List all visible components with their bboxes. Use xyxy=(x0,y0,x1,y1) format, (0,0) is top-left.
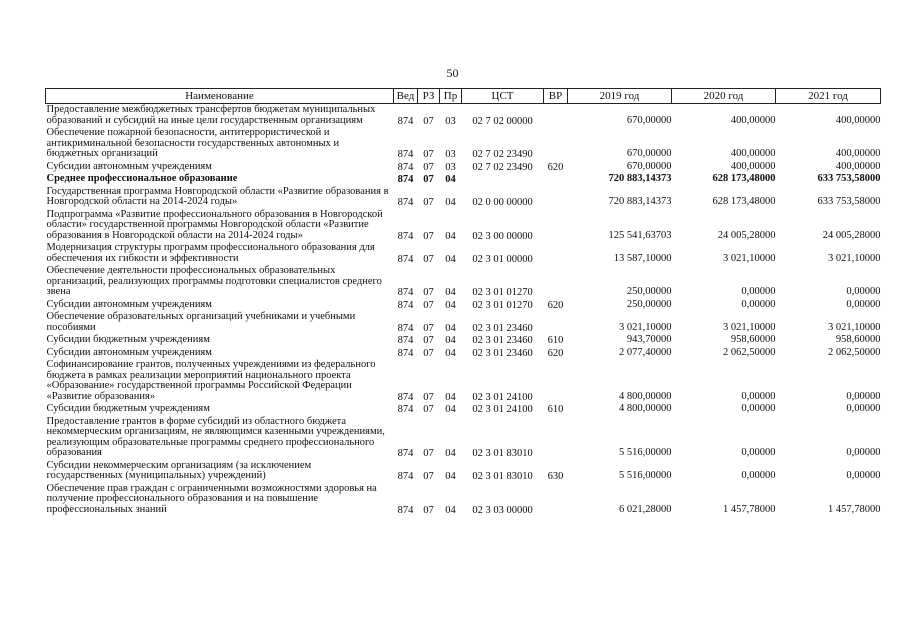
header-pr: Пр xyxy=(440,89,462,104)
row-cst-cell: 02 3 01 24100 xyxy=(472,404,533,415)
row-pr-cell: 04 xyxy=(445,287,456,298)
row-pr-cell: 03 xyxy=(445,161,456,173)
row-pr-cell: 04 xyxy=(445,299,456,311)
row-cst-cell: 02 3 01 83010 xyxy=(472,448,533,459)
row-2020-cell: 2 062,50000 xyxy=(723,346,776,358)
row-2021-cell: 3 021,10000 xyxy=(828,252,881,264)
row-vr-cell: 610 xyxy=(547,335,564,346)
row-2020-cell: 0,00000 xyxy=(741,286,776,297)
row-ved-cell: 874 xyxy=(397,335,414,346)
row-rz-cell: 07 xyxy=(423,149,434,160)
row-vr-cell xyxy=(544,242,568,265)
row-name-cell: Среднее профессиональное образование xyxy=(46,173,238,184)
row-2021-cell: 2 062,50000 xyxy=(828,346,881,358)
row-pr-cell: 04 xyxy=(445,504,456,516)
row-2020-cell: 0,00000 xyxy=(741,447,776,458)
row-vr-cell xyxy=(544,359,568,403)
row-vr-cell: 620 xyxy=(547,161,564,173)
row-2021-cell: 0,00000 xyxy=(846,470,881,481)
table-row xyxy=(46,299,881,312)
table-row xyxy=(46,127,881,161)
row-cst-cell: 02 3 03 00000 xyxy=(472,504,533,516)
row-name-cell: Обеспечение прав граждан с ограниченными возможностями здоровья на получение профессионального образования и на повышение профессиональных знаний xyxy=(46,482,377,515)
row-rz-cell: 07 xyxy=(423,504,434,516)
row-name-cell: Подпрограмма «Развитие профессионального образования в Новгородской области» государственной программы Новгородской области «Развитие образования в Новгородской области на 2014-2024 годы» xyxy=(46,208,383,241)
row-2019-cell: 5 516,00000 xyxy=(619,447,672,458)
row-vr-cell: 610 xyxy=(547,404,564,415)
row-name-cell: Субсидии некоммерческим организациям (за исключением государственных (муниципальных) учреждений) xyxy=(46,459,312,481)
row-vr-cell xyxy=(544,209,568,243)
row-vr-cell xyxy=(544,104,568,128)
row-cst-cell: 02 7 02 23490 xyxy=(472,161,533,173)
table-row xyxy=(46,311,881,334)
row-cst-cell xyxy=(462,173,544,186)
row-pr-cell: 04 xyxy=(445,230,456,242)
table-row xyxy=(46,265,881,299)
row-pr-cell: 04 xyxy=(445,404,456,415)
row-rz-cell: 07 xyxy=(423,471,434,482)
row-pr-cell: 04 xyxy=(445,174,456,185)
row-ved-cell: 874 xyxy=(397,299,414,311)
row-2020-cell: 24 005,28000 xyxy=(717,229,776,241)
row-pr-cell: 04 xyxy=(445,448,456,459)
table-row xyxy=(46,186,881,209)
table-header-row xyxy=(46,89,881,104)
row-rz-cell: 07 xyxy=(423,253,434,265)
row-ved-cell: 874 xyxy=(397,448,414,459)
row-ved-cell: 874 xyxy=(397,322,414,334)
table-row xyxy=(46,242,881,265)
table-row xyxy=(46,347,881,360)
row-2021-cell: 1 457,78000 xyxy=(828,503,881,515)
row-2019-cell: 670,00000 xyxy=(626,148,672,159)
row-ved-cell: 874 xyxy=(397,504,414,516)
row-2021-cell: 633 753,58000 xyxy=(817,196,881,207)
header-2021: 2021 год xyxy=(776,89,881,104)
budget-table xyxy=(45,88,881,516)
header-name: Наименование xyxy=(46,89,394,104)
row-name-cell: Субсидии автономным учреждениям xyxy=(46,298,212,310)
row-2021-cell: 0,00000 xyxy=(846,403,881,414)
row-rz-cell: 07 xyxy=(423,230,434,242)
table-row xyxy=(46,460,881,483)
table-row xyxy=(46,161,881,174)
row-2020-cell: 400,00000 xyxy=(730,160,776,172)
row-cst-cell: 02 3 01 83010 xyxy=(472,471,533,482)
header-cst: ЦСТ xyxy=(462,89,544,104)
row-name-cell: Предоставление грантов в форме субсидий из областного бюджета некоммерческим организациям, не являющимся казенными учреждениями, реализующим образовательные программы среднего профессионального образования xyxy=(46,415,385,458)
row-2019-cell: 250,00000 xyxy=(626,298,672,310)
row-ved-cell: 874 xyxy=(397,230,414,242)
row-cst-cell: 02 7 02 00000 xyxy=(472,115,533,127)
row-pr-cell: 03 xyxy=(445,115,456,127)
table-row xyxy=(46,173,881,186)
row-cst-cell: 02 7 02 23490 xyxy=(472,149,533,160)
row-name-cell: Субсидии бюджетным учреждениям xyxy=(46,403,210,414)
table-row xyxy=(46,483,881,517)
row-2019-cell: 250,00000 xyxy=(626,286,672,297)
row-cst-cell: 02 3 01 24100 xyxy=(472,391,533,403)
row-name-cell: Софинансирование грантов, полученных учреждениями из федерального бюджета в рамках реализации мероприятий национального проекта «Образование» государственной программы Российской Федерации «Развитие образования» xyxy=(46,359,376,402)
row-2021-cell: 3 021,10000 xyxy=(828,321,881,333)
row-vr-cell xyxy=(544,311,568,334)
table-row xyxy=(46,403,881,416)
row-2020-cell: 3 021,10000 xyxy=(723,252,776,264)
row-name-cell: Обеспечение образовательных организаций учебниками и учебными пособиями xyxy=(46,311,356,333)
row-name-cell: Субсидии бюджетным учреждениям xyxy=(46,334,210,345)
row-2021-cell: 400,00000 xyxy=(835,114,881,126)
row-cst-cell: 02 3 01 23460 xyxy=(472,322,533,334)
row-2019-cell: 2 077,40000 xyxy=(619,346,672,358)
row-2019-cell: 670,00000 xyxy=(626,160,672,172)
row-2021-cell: 24 005,28000 xyxy=(822,229,881,241)
header-2020: 2020 год xyxy=(672,89,776,104)
page-number: 50 xyxy=(446,66,459,80)
row-2020-cell: 0,00000 xyxy=(741,390,776,402)
row-name-cell: Предоставление межбюджетных трансфертов бюджетам муниципальных образований и субсидий на иные цели государственным организациям xyxy=(46,104,376,126)
header-rz: РЗ xyxy=(418,89,440,104)
row-vr-cell xyxy=(544,265,568,299)
row-rz-cell: 07 xyxy=(423,322,434,334)
row-2021-cell: 0,00000 xyxy=(846,298,881,310)
row-pr-cell: 04 xyxy=(445,253,456,265)
row-cst-cell: 02 3 01 23460 xyxy=(472,347,533,359)
row-2019-cell: 125 541,63703 xyxy=(608,229,672,241)
row-cst-cell: 02 3 01 23460 xyxy=(472,335,533,346)
row-cst-cell: 02 0 00 00000 xyxy=(472,197,533,208)
row-ved-cell: 874 xyxy=(397,391,414,403)
row-ved-cell: 874 xyxy=(397,115,414,127)
row-vr-cell xyxy=(544,173,568,186)
row-pr-cell: 04 xyxy=(445,471,456,482)
row-2019-cell: 720 883,14373 xyxy=(608,196,672,207)
row-2020-cell: 628 173,48000 xyxy=(712,173,776,184)
row-rz-cell: 07 xyxy=(423,448,434,459)
row-ved-cell: 874 xyxy=(397,149,414,160)
row-2020-cell: 628 173,48000 xyxy=(712,196,776,207)
row-vr-cell: 620 xyxy=(547,299,564,311)
row-2020-cell: 0,00000 xyxy=(741,470,776,481)
row-rz-cell: 07 xyxy=(423,287,434,298)
row-2020-cell: 3 021,10000 xyxy=(723,321,776,333)
row-name-cell: Государственная программа Новгородской области «Развитие образования в Новгородской области на 2014-2024 годы» xyxy=(46,185,389,207)
row-rz-cell: 07 xyxy=(423,347,434,359)
row-vr-cell: 620 xyxy=(547,347,564,359)
row-pr-cell: 04 xyxy=(445,322,456,334)
header-2019: 2019 год xyxy=(568,89,672,104)
row-vr-cell: 630 xyxy=(547,471,564,482)
row-rz-cell: 07 xyxy=(423,174,434,185)
row-ved-cell: 874 xyxy=(397,197,414,208)
row-2019-cell: 670,00000 xyxy=(626,114,672,126)
row-2019-cell: 5 516,00000 xyxy=(619,470,672,481)
row-rz-cell: 07 xyxy=(423,161,434,173)
row-vr-cell xyxy=(544,127,568,161)
row-name-cell: Субсидии автономным учреждениям xyxy=(46,346,212,358)
row-ved-cell: 874 xyxy=(397,161,414,173)
row-2020-cell: 400,00000 xyxy=(730,148,776,159)
row-2020-cell: 400,00000 xyxy=(730,114,776,126)
table-body xyxy=(46,104,881,517)
row-name-cell: Модернизация структуры программ профессионального образования для обеспечения их гибкости и эффективности xyxy=(46,242,375,264)
row-2020-cell: 958,60000 xyxy=(730,334,776,345)
row-name-cell: Субсидии автономным учреждениям xyxy=(46,160,212,172)
row-vr-cell xyxy=(544,483,568,517)
row-rz-cell: 07 xyxy=(423,115,434,127)
row-vr-cell xyxy=(544,186,568,209)
row-rz-cell: 07 xyxy=(423,335,434,346)
header-ved: Вед xyxy=(394,89,418,104)
row-cst-cell: 02 3 01 00000 xyxy=(472,253,533,265)
table-row xyxy=(46,359,881,403)
table-row xyxy=(46,334,881,347)
row-pr-cell: 03 xyxy=(445,149,456,160)
row-rz-cell: 07 xyxy=(423,299,434,311)
row-2021-cell: 0,00000 xyxy=(846,447,881,458)
row-cst-cell: 02 3 01 01270 xyxy=(472,287,533,298)
row-pr-cell: 04 xyxy=(445,335,456,346)
row-pr-cell: 04 xyxy=(445,197,456,208)
row-2020-cell: 1 457,78000 xyxy=(723,503,776,515)
row-rz-cell: 07 xyxy=(423,197,434,208)
row-2019-cell: 6 021,28000 xyxy=(619,503,672,515)
row-name-cell: Обеспечение деятельности профессиональных образовательных организаций, реализующих программы подготовки специалистов среднего звена xyxy=(46,265,382,297)
row-2021-cell: 633 753,58000 xyxy=(817,173,881,184)
table-row xyxy=(46,209,881,243)
row-vr-cell xyxy=(544,416,568,460)
row-2021-cell: 0,00000 xyxy=(846,390,881,402)
table-row xyxy=(46,104,881,128)
row-ved-cell: 874 xyxy=(397,253,414,265)
row-2019-cell: 3 021,10000 xyxy=(619,321,672,333)
row-ved-cell: 874 xyxy=(397,347,414,359)
row-2020-cell: 0,00000 xyxy=(741,298,776,310)
row-2021-cell: 400,00000 xyxy=(835,160,881,172)
row-cst-cell: 02 3 01 01270 xyxy=(472,299,533,311)
row-rz-cell: 07 xyxy=(423,404,434,415)
row-name-cell: Обеспечение пожарной безопасности, антитеррористической и антикриминальной безопасности государственных автономных и бюджетных организаций xyxy=(46,127,340,159)
row-ved-cell: 874 xyxy=(397,471,414,482)
row-2021-cell: 400,00000 xyxy=(835,148,881,159)
row-pr-cell: 04 xyxy=(445,347,456,359)
row-2020-cell: 0,00000 xyxy=(741,403,776,414)
row-2019-cell: 4 800,00000 xyxy=(619,390,672,402)
header-vr: ВР xyxy=(544,89,568,104)
row-ved-cell: 874 xyxy=(397,404,414,415)
row-2019-cell: 943,70000 xyxy=(626,334,672,345)
row-rz-cell: 07 xyxy=(423,391,434,403)
row-2021-cell: 958,60000 xyxy=(835,334,881,345)
row-ved-cell: 874 xyxy=(397,174,414,185)
row-cst-cell: 02 3 00 00000 xyxy=(472,230,533,242)
table-row xyxy=(46,416,881,460)
row-pr-cell: 04 xyxy=(445,391,456,403)
row-2019-cell: 4 800,00000 xyxy=(619,403,672,414)
row-ved-cell: 874 xyxy=(397,287,414,298)
row-2019-cell: 720 883,14373 xyxy=(608,173,672,184)
row-2019-cell: 13 587,10000 xyxy=(613,252,672,264)
row-2021-cell: 0,00000 xyxy=(846,286,881,297)
